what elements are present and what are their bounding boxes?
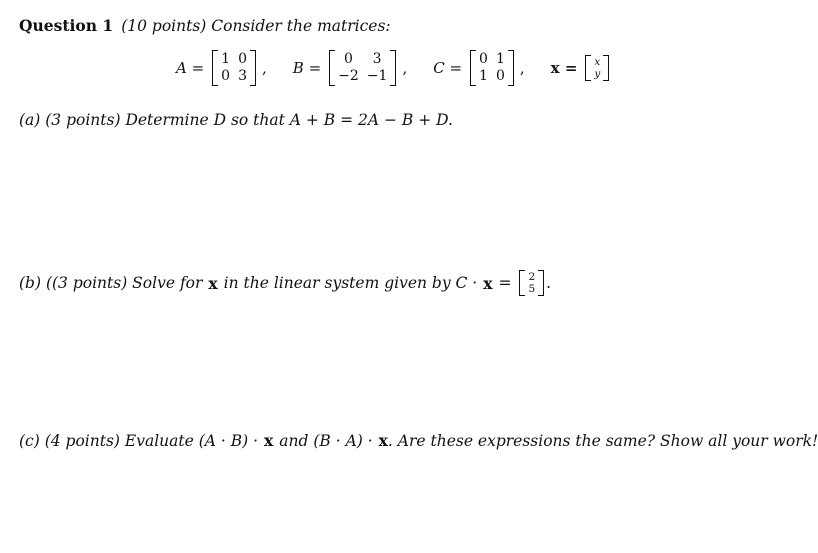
matrix-a-body bbox=[212, 50, 256, 86]
part-c-text2: and (B · A) · bbox=[279, 431, 373, 450]
matrix-c-body bbox=[470, 50, 514, 86]
part-b-x2: x bbox=[483, 273, 493, 293]
part-b-x: x bbox=[208, 273, 218, 293]
part-a-text: (a) (3 points) Determine D so that A + B = 2A − B + D. bbox=[19, 111, 453, 129]
matrix-cell: 1 bbox=[479, 68, 488, 84]
vector-cell: 2 bbox=[528, 271, 536, 283]
matrix-b-body bbox=[329, 50, 396, 86]
question-title: Question 1 bbox=[19, 16, 114, 35]
part-c-text: (c) (4 points) Evaluate (A · B) · bbox=[19, 431, 259, 450]
right-bracket bbox=[508, 50, 514, 86]
matrix-c-label: C = bbox=[433, 59, 463, 77]
vector-x-label: x = bbox=[550, 59, 578, 77]
part-b-eq: = bbox=[498, 274, 512, 292]
matrix-cell: 0 bbox=[238, 51, 248, 67]
part-a bbox=[19, 111, 453, 129]
matrix-b-label: B = bbox=[292, 59, 322, 77]
vector-x-body bbox=[585, 55, 609, 81]
matrix-cell: 3 bbox=[238, 68, 248, 84]
question-subtitle: (10 points) Consider the matrices: bbox=[121, 16, 391, 35]
right-bracket bbox=[250, 50, 256, 86]
part-b-text2: in the linear system given by C · bbox=[223, 274, 478, 292]
matrix-c: C = 0 1 1 0 , bbox=[433, 51, 525, 84]
matrix-cell: 0 bbox=[344, 51, 353, 67]
question-header bbox=[19, 16, 391, 35]
part-c-text3: . Are these expressions the same? Show all your work! bbox=[387, 431, 818, 450]
matrix-a-label: A = bbox=[176, 59, 205, 77]
vector-x bbox=[551, 55, 612, 81]
matrix-cell: 0 bbox=[495, 68, 505, 84]
matrix-cell: 0 bbox=[221, 68, 231, 84]
matrix-cell: 1 bbox=[495, 51, 505, 67]
matrix-a: A = 1 0 0 3 , bbox=[176, 51, 267, 84]
vector-cell: 5 bbox=[528, 283, 536, 295]
matrix-definitions bbox=[176, 50, 637, 86]
part-c-x: x bbox=[264, 431, 274, 450]
matrix-cell: −1 bbox=[366, 68, 388, 84]
matrix-cell: 1 bbox=[221, 51, 231, 67]
matrix-cell: 3 bbox=[372, 51, 382, 67]
vector-cell: x bbox=[594, 56, 601, 68]
matrix-cell: −2 bbox=[338, 68, 359, 84]
right-bracket bbox=[603, 55, 609, 81]
right-bracket bbox=[538, 270, 544, 296]
part-c-x2: x bbox=[378, 431, 388, 450]
part-b-end: . bbox=[546, 274, 552, 292]
part-b-vector bbox=[519, 270, 544, 296]
matrix-cell: 0 bbox=[479, 51, 488, 67]
part-b-text: (b) ((3 points) Solve for bbox=[19, 274, 203, 292]
matrix-b: B = 0 3 −2 −1 , bbox=[292, 51, 408, 84]
vector-cell: y bbox=[594, 68, 601, 80]
part-b bbox=[19, 270, 551, 296]
right-bracket bbox=[390, 50, 396, 86]
part-c bbox=[19, 431, 818, 450]
